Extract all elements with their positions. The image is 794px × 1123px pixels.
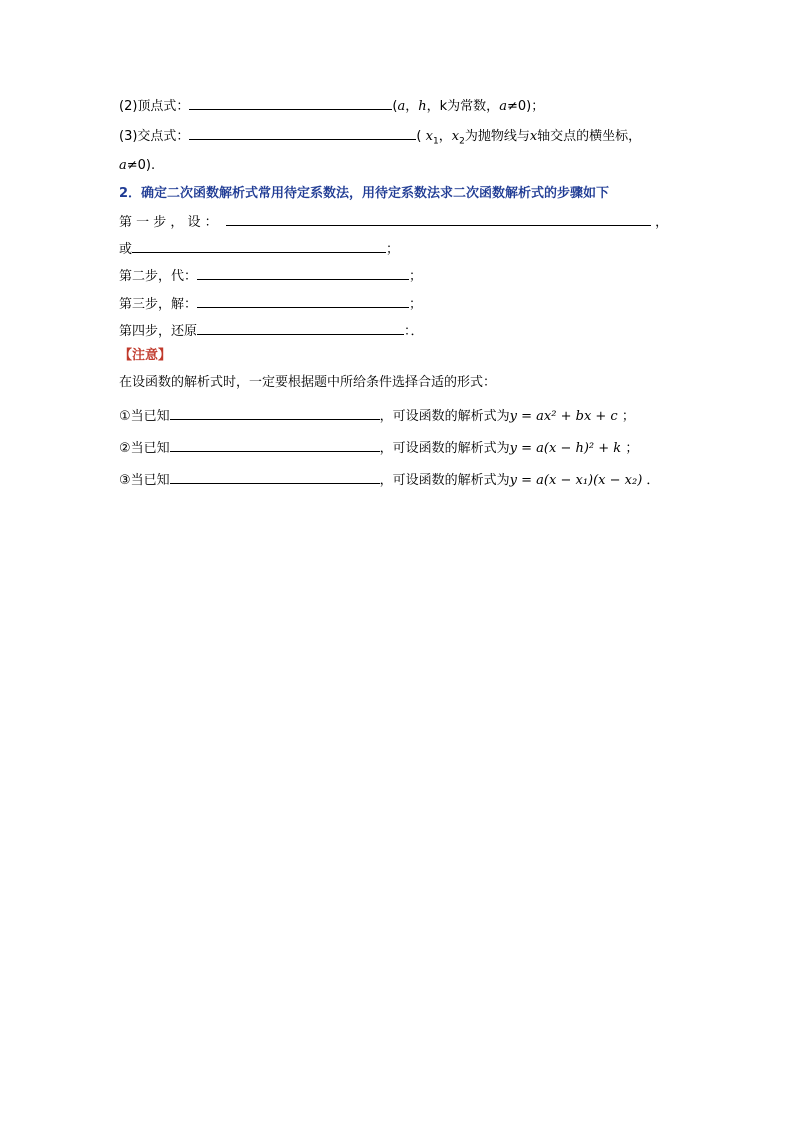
step-3-label: 第三步，解： [119, 297, 198, 312]
step-3-blank[interactable] [197, 292, 409, 308]
intercept-text-1: 为抛物线与 [464, 129, 530, 144]
case-3-blank[interactable] [170, 468, 380, 484]
var-h: h [418, 99, 427, 114]
section-number: 2． [119, 186, 142, 201]
punct: ， [655, 215, 669, 230]
punct: ． [646, 473, 660, 488]
step-2-label: 第二步，代： [119, 269, 198, 284]
punct: ； [625, 441, 639, 456]
vertex-condition-text: ，k为常数， [426, 99, 500, 114]
section-title: 确定二次函数解析式常用待定系数法，用待定系数法求二次函数解析式的步骤如下 [141, 186, 610, 201]
punct: ； [621, 409, 635, 424]
intercept-open-paren: ( [416, 129, 422, 144]
sub-1: 1 [432, 136, 439, 147]
step-1-line [119, 210, 668, 232]
step-1-label: 第 一 步 ， 设 ： [119, 215, 218, 230]
case-label: ③当已知 [119, 473, 170, 488]
sep: ， [438, 129, 452, 144]
case-text: ，可设函数的解析式为 [379, 409, 510, 424]
sep: ， [405, 99, 419, 114]
case-text: ，可设函数的解析式为 [379, 473, 510, 488]
step-2-blank[interactable] [197, 264, 409, 280]
case-label: ②当已知 [119, 441, 170, 456]
or-line [119, 237, 399, 259]
case-2-blank[interactable] [170, 436, 380, 452]
punct: ； [386, 242, 400, 257]
intercept-form-line [119, 124, 641, 146]
sub-2: 2 [459, 136, 465, 147]
general-form-formula: y = ax² + bx + c [509, 409, 618, 424]
vertex-condition-end: ≠0)； [506, 99, 545, 114]
intercept-text-2: 轴交点的横坐标， [537, 129, 642, 144]
var-x1: x [425, 129, 433, 144]
intercept-form-blank[interactable] [189, 124, 416, 140]
note-intro: 在设函数的解析式时，一定要根据题中所给条件选择合适的形式： [119, 375, 497, 390]
vertex-form-blank[interactable] [189, 94, 392, 110]
or-label: 或 [119, 242, 133, 257]
var-x2: x [451, 129, 460, 144]
var-a: a [119, 158, 127, 173]
intercept-condition-end: ≠0). [126, 158, 156, 173]
step-4-line [119, 319, 424, 341]
punct: ； [409, 269, 423, 284]
vertex-open-paren: ( [392, 99, 398, 114]
step-3-line [119, 292, 422, 314]
vertex-form-formula: y = a(x − h)² + k [509, 441, 622, 456]
vertex-form-label: (2)顶点式： [119, 99, 190, 114]
section-2-heading [119, 183, 609, 205]
var-a: a [397, 99, 406, 114]
note-title: 【注意】 [119, 348, 172, 363]
var-a: a [499, 99, 507, 114]
or-blank[interactable] [132, 237, 386, 253]
intercept-form-continuation [119, 155, 155, 177]
case-text: ，可设函数的解析式为 [379, 441, 510, 456]
step-1-blank[interactable] [226, 210, 651, 226]
note-case-2 [119, 436, 638, 458]
note-case-1 [119, 404, 635, 426]
case-label: ①当已知 [119, 409, 170, 424]
step-4-label: 第四步，还原 [119, 324, 198, 339]
var-x: x [529, 129, 538, 144]
punct: ：． [404, 324, 424, 339]
step-2-line [119, 264, 422, 286]
vertex-form-line [119, 94, 544, 116]
note-case-3 [119, 468, 659, 490]
intercept-form-formula: y = a(x − x₁)(x − x₂) [509, 473, 643, 488]
step-4-blank[interactable] [197, 319, 404, 335]
punct: ； [409, 297, 423, 312]
intercept-form-label: (3)交点式： [119, 129, 190, 144]
case-1-blank[interactable] [170, 404, 380, 420]
